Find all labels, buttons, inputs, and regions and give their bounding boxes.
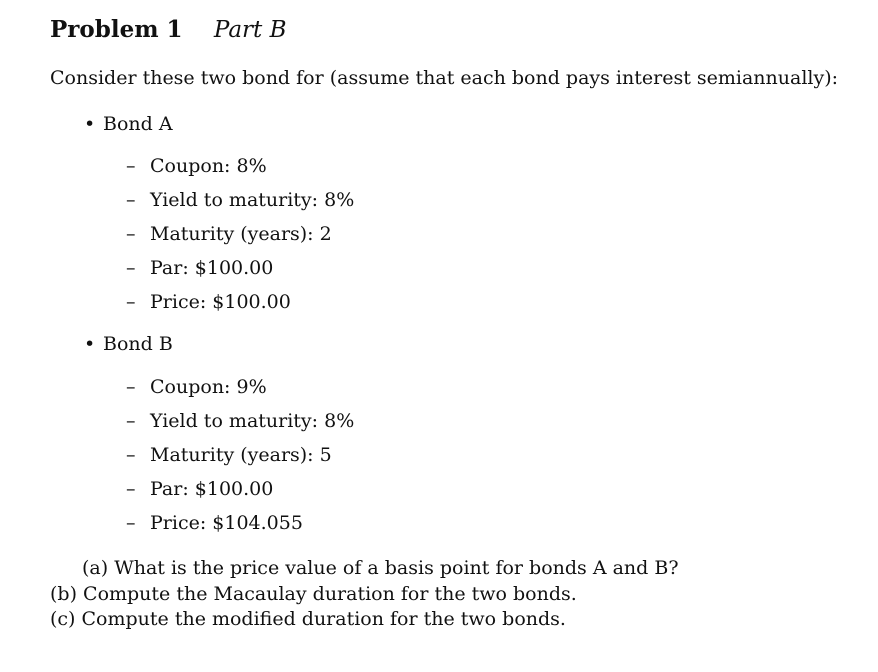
bond-a-par: – Par: $100.00 <box>126 257 274 279</box>
dash-icon: – <box>126 155 136 177</box>
intro-text: Consider these two bond for (assume that each bond pays interest semiannually): <box>50 67 839 89</box>
bond-b-yield: – Yield to maturity: 8% <box>126 410 355 432</box>
bond-a-price: – Price: $100.00 <box>126 291 291 313</box>
bond-a-yield: – Yield to maturity: 8% <box>126 189 355 211</box>
dash-icon: – <box>126 291 136 313</box>
part-label: Part B <box>213 17 287 43</box>
bond-b-title <box>84 333 173 355</box>
question-b: (b) Compute the Macaulay duration for the two bonds. <box>50 583 577 605</box>
bond-b-name: Bond B <box>103 333 173 355</box>
bullet-icon: • <box>84 333 96 355</box>
bullet-icon: • <box>84 113 96 135</box>
dash-icon: – <box>126 410 136 432</box>
dash-icon: – <box>126 478 136 500</box>
question-a: (a) What is the price value of a basis point for bonds A and B? <box>82 557 679 579</box>
dash-icon: – <box>126 512 136 534</box>
bond-a-coupon: – Coupon: 8% <box>126 155 267 177</box>
problem-title: Problem 1 <box>50 16 183 43</box>
dash-icon: – <box>126 257 136 279</box>
bond-a-title <box>84 113 173 135</box>
bond-a-maturity: – Maturity (years): 2 <box>126 223 332 245</box>
bond-a-name: Bond A <box>103 113 173 135</box>
bond-b-coupon: – Coupon: 9% <box>126 376 267 398</box>
bond-b-par: – Par: $100.00 <box>126 478 274 500</box>
bond-b-maturity: – Maturity (years): 5 <box>126 444 332 466</box>
dash-icon: – <box>126 189 136 211</box>
problem-heading <box>50 16 286 43</box>
question-c: (c) Compute the modified duration for the two bonds. <box>50 608 566 630</box>
bond-b-price: – Price: $104.055 <box>126 512 303 534</box>
dash-icon: – <box>126 376 136 398</box>
dash-icon: – <box>126 223 136 245</box>
dash-icon: – <box>126 444 136 466</box>
